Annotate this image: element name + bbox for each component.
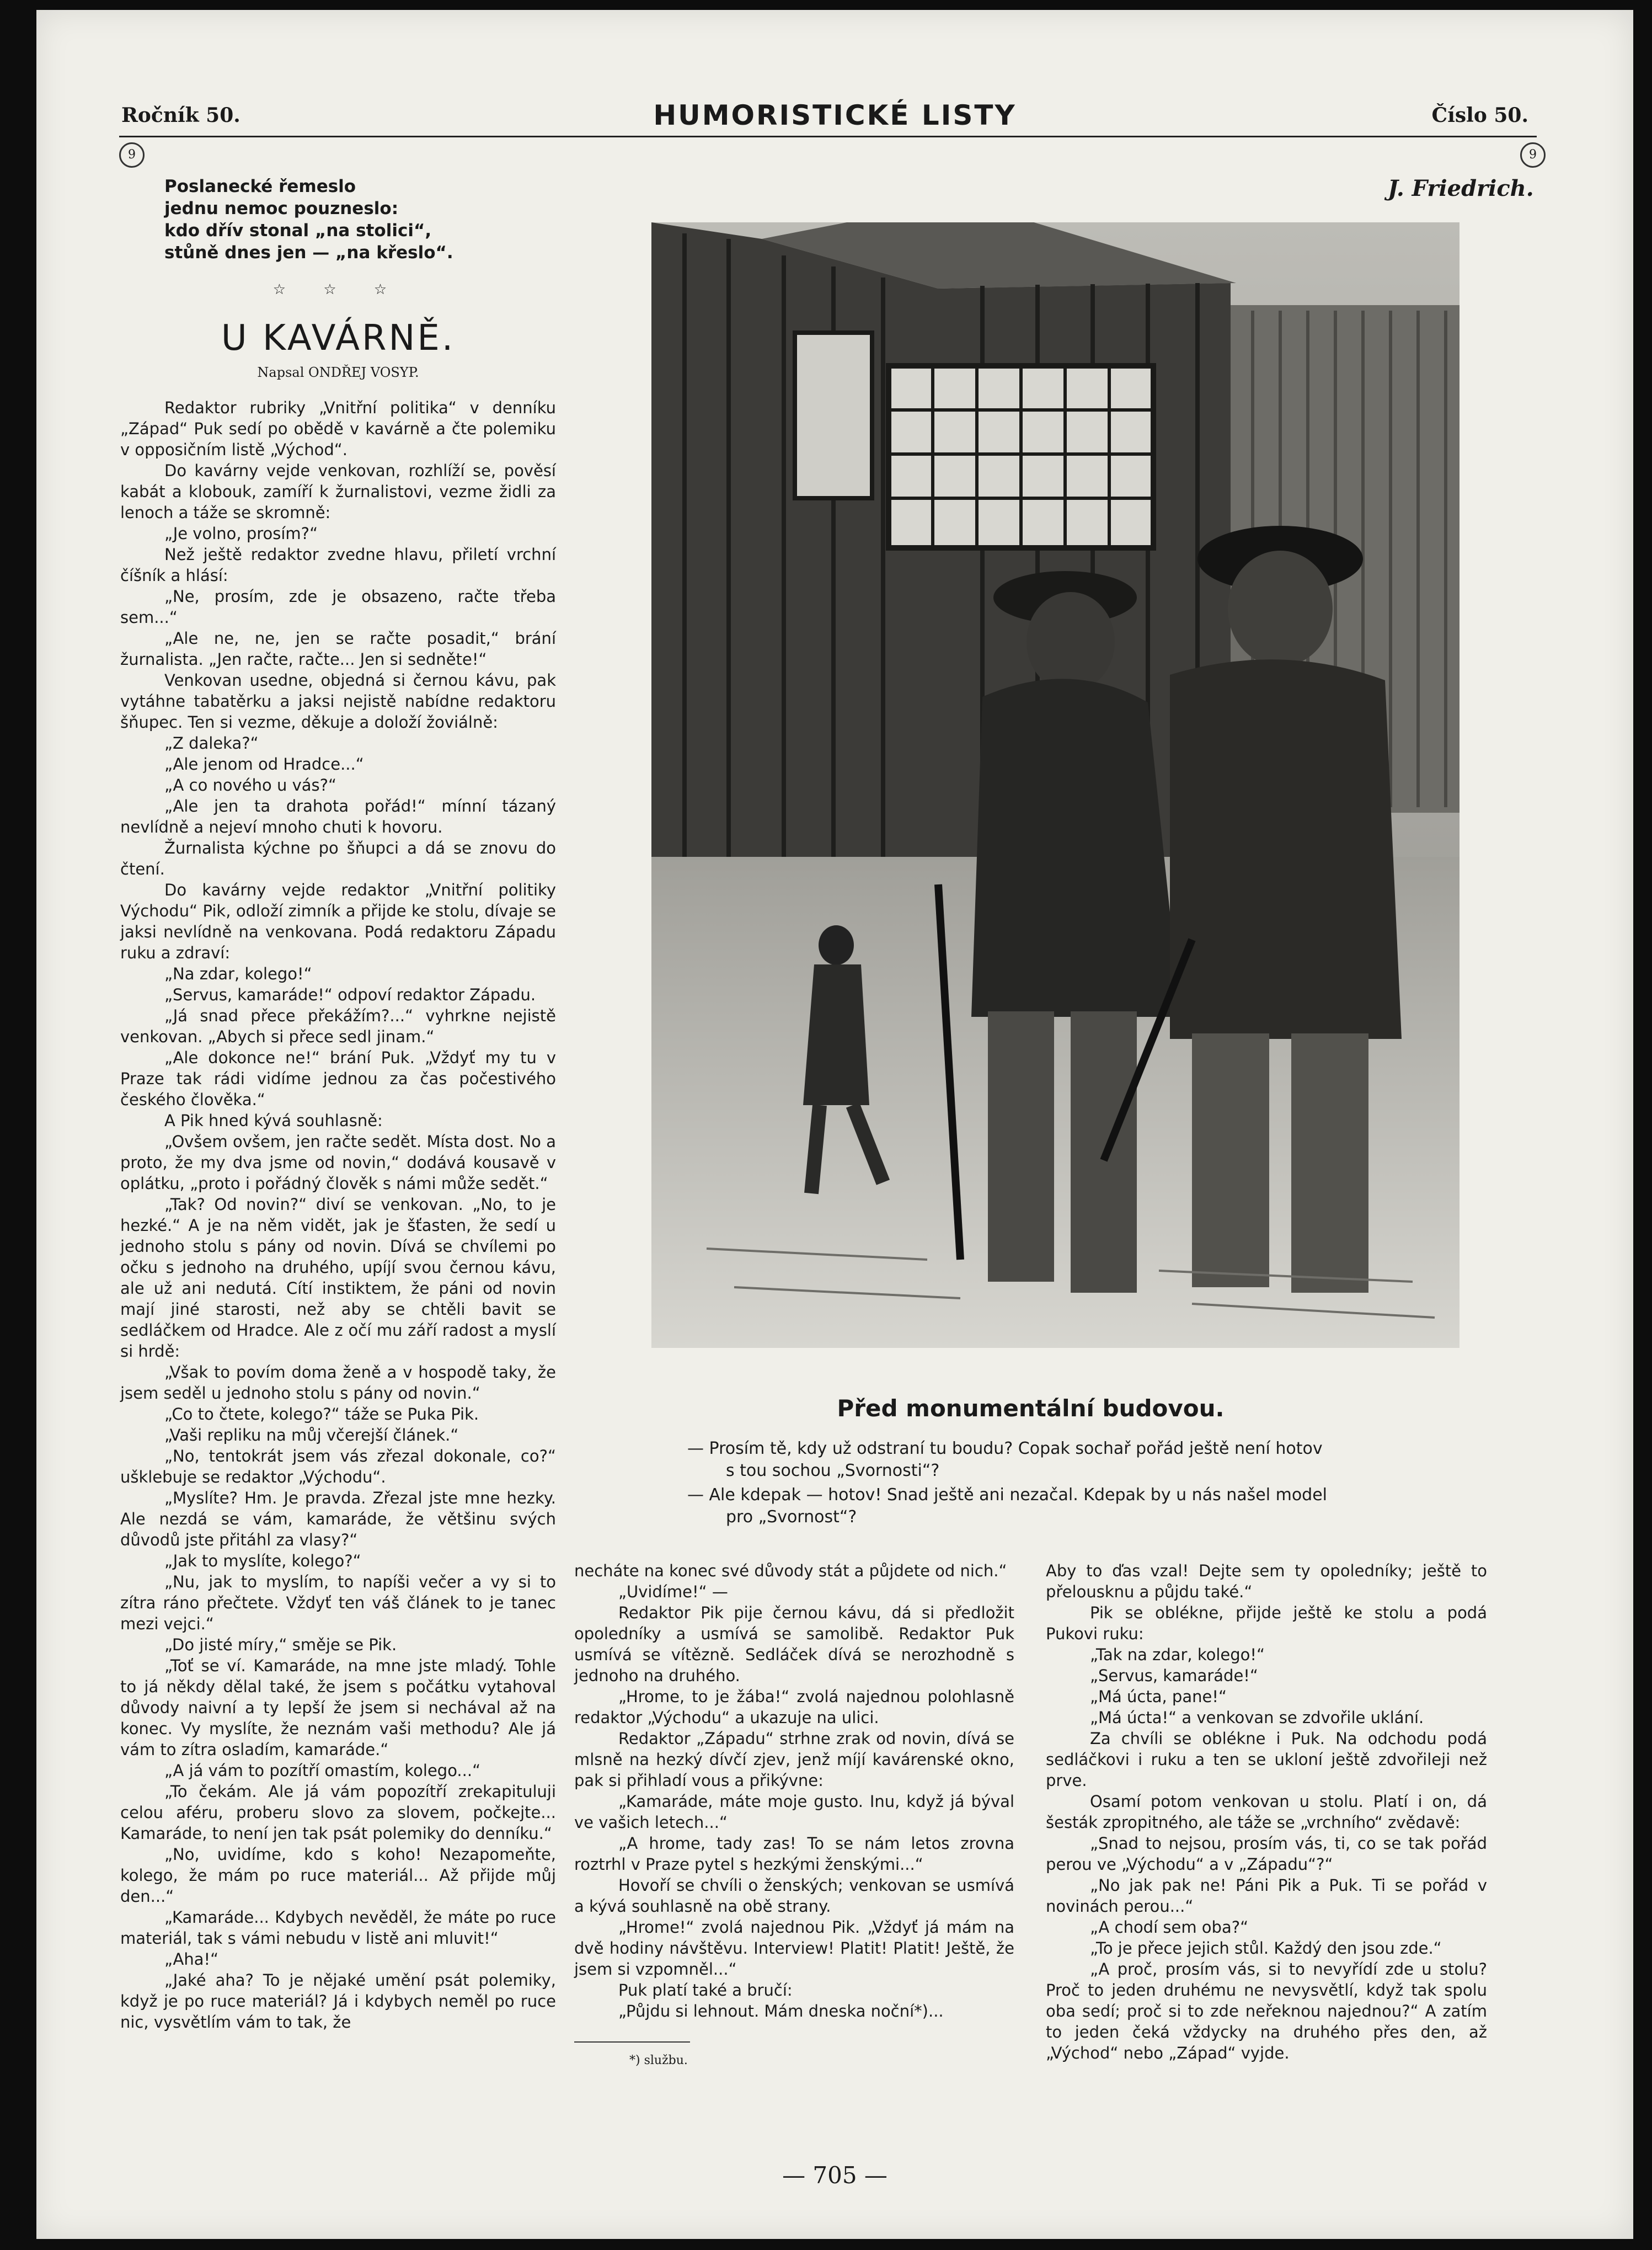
stars-divider: ☆ ☆ ☆: [272, 281, 404, 298]
paragraph: „To je přece jejich stůl. Každý den jsou zde.“: [1090, 1939, 1442, 1958]
right-man-head: [1228, 551, 1333, 667]
dialog-line: — Ale kdepak — hotov! Snad ještě ani nezačal. Kdepak by u nás našel model: [687, 1485, 1328, 1505]
left-column: [120, 175, 556, 2033]
footnote: *) službu.: [629, 2054, 688, 2067]
left-man-leg: [988, 1011, 1054, 1282]
paragraph: Osamí potom venkovan u stolu. Platí i on, dá šesták zpropitného, ale táže se „vrchního“ zvědavě:: [1046, 1792, 1487, 1832]
paragraph: „Má úcta, pane!“: [1090, 1687, 1227, 1706]
right-ornament-icon: 9: [1520, 142, 1546, 168]
side-window: [795, 333, 872, 498]
paragraph: „Je volno, prosím?“: [164, 524, 318, 543]
paragraph: „Má úcta!“ a venkovan se zdvořile uklání.: [1090, 1708, 1424, 1727]
paragraph: „Ne, prosím, zde je obsazeno, račte třeba sem...“: [120, 587, 556, 627]
paragraph: „Jaké aha? To je nějaké umění psát polemiky, když je po ruce materiál? Já i kdybych neměl po ruce nic, vysvětlím vám to tak, že: [120, 1971, 556, 2032]
paragraph: „Ale jen ta drahota pořád!“ mínní tázaný nevlídně a nejeví mnoho chuti k hovoru.: [120, 797, 556, 836]
right-man-leg: [1192, 1033, 1269, 1287]
paragraph: „No jak pak ne! Páni Pik a Puk. Ti se pořád v novinách perou...“: [1046, 1876, 1487, 1916]
paragraph: „Kamaráde, máte moje gusto. Inu, když já býval ve vašich letech...“: [574, 1792, 1014, 1832]
paragraph: Pik se oblékne, přijde ještě ke stolu a podá Pukovi ruku:: [1046, 1603, 1487, 1643]
paragraph: Redaktor Pik pije černou kávu, dá si předložit opoledníky a usmívá se samolibě. Redaktor Puk usmívá se vítězně. Sedláček dívá se nerozhodně s jednoho na druhého.: [574, 1603, 1014, 1685]
paragraph: „A hrome, tady zas! To se nám letos zrovna roztrhl v Praze pytel s hezkými ženskými...“: [574, 1834, 1014, 1874]
paragraph: „Servus, kamaráde!“: [1090, 1666, 1258, 1685]
paragraph: „A chodí sem oba?“: [1090, 1918, 1249, 1937]
story-author: Napsal ONDŘEJ VOSYP.: [257, 365, 419, 380]
artist-signature: J. Friedrich.: [1388, 175, 1534, 201]
paragraph: „Kamaráde... Kdybych nevěděl, že máte po ruce materiál, tak s vámi nebudu v listě ani mluvit!“: [120, 1908, 556, 1948]
paragraph: „Hrome!“ zvolá najednou Pik. „Vždyť já mám na dvě hodiny návštěvu. Interview! Platit! Platit! Ještě, že jsem si vzpomněl...“: [574, 1918, 1014, 1979]
dialog-line: — Prosím tě, kdy už odstraní tu boudu? Copak sochař pořád ještě není hotov: [687, 1439, 1323, 1458]
illustration: [651, 222, 1459, 1348]
paragraph: Žurnalista kýchne po šňupci a dá se znovu do čtení.: [120, 839, 556, 878]
paragraph: „Myslíte? Hm. Je pravda. Zřezal jste mne hezky. Ale nezdá se vám, kamaráde, že většinu svých důvodů jste přitáhl za vlasy?“: [120, 1489, 556, 1549]
distant-figure-leg: [811, 1105, 820, 1193]
distant-figure-body: [803, 964, 869, 1105]
paragraph: „Snad to nejsou, prosím vás, ti, co se tak pořád perou ve „Východu“ a v „Západu“?“: [1046, 1834, 1487, 1874]
right-column: [1046, 1560, 1487, 2064]
paragraph: „Aha!“: [164, 1950, 219, 1969]
paragraph: Do kavárny vejde venkovan, rozhlíží se, pověsí kabát a klobouk, zamíří k žurnalistovi, vezme židli za lenoch a táže se skromně:: [120, 461, 556, 522]
paragraph: „Ovšem ovšem, jen račte sedět. Místa dost. No a proto, že my dva jsme od novin,“ dodává kousavě v oplátku, „proto i pořádný člověk s námi může sedět.“: [120, 1132, 556, 1193]
caption-dialog-1: [687, 1438, 1471, 1482]
paragraph: Hovoří se chvíli o ženských; venkovan se usmívá a kývá souhlasně na obě strany.: [574, 1876, 1014, 1916]
paragraph: „Toť se ví. Kamaráde, na mne jste mladý. Tohle to já někdy dělal také, že jsem s počátku vytahoval důvody naivní a ty lepší že jsem si nechával až na konec. Vy myslíte, že neznám vaši methodu? Ale já vám to zítra osladím, kamaráde.“: [120, 1656, 556, 1759]
paragraph: Než ještě redaktor zvedne hlavu, přiletí vrchní číšník a hlásí:: [120, 545, 556, 585]
paragraph: „Uvidíme!“ —: [618, 1582, 728, 1601]
paragraph: Za chvíli se oblékne i Puk. Na odchodu podá sedláčkovi i ruku a ten se ukloní ještě zdvořileji než prve.: [1046, 1729, 1487, 1790]
paragraph: „Z daleka?“: [164, 734, 259, 753]
paragraph: Redaktor rubriky „Vnitřní politika“ v denníku „Západ“ Puk sedí po obědě v kavárně a čte polemiku v opposičním listě „Východ“.: [120, 398, 556, 459]
dialog-line-continued: pro „Svornost“?: [726, 1507, 857, 1527]
left-ornament-icon: 9: [119, 142, 145, 168]
paragraph: „Vaši repliku na můj včerejší článek.“: [164, 1426, 459, 1444]
dialog-line-continued: s tou sochou „Svornosti“?: [726, 1461, 940, 1480]
poem-line: kdo dřív stonal „na stolici“,: [164, 221, 432, 241]
paragraph: „A já vám to pozítří omastím, kolego...“: [164, 1761, 481, 1780]
magazine-title: HUMORISTICKÉ LISTY: [653, 99, 1017, 131]
left-man-head: [1027, 592, 1115, 691]
illustration-drawing: [651, 222, 1459, 1348]
paragraph: „Ale ne, ne, jen se račte posadit,“ brání žurnalista. „Jen račte, račte... Jen si sedněte!“: [120, 629, 556, 669]
right-man-coat: [1170, 659, 1402, 1039]
paragraph: „Co to čtete, kolego?“ táže se Puka Pik.: [164, 1405, 479, 1423]
paragraph: „Tak na zdar, kolego!“: [1090, 1645, 1265, 1664]
paragraph: necháte na konec své důvody stát a půjdete od nich.“: [574, 1561, 1007, 1580]
paragraph: „Servus, kamaráde!“ odpoví redaktor Západu.: [164, 985, 536, 1004]
caption-dialog-2: [687, 1484, 1471, 1528]
paragraph: „Tak? Od novin?“ diví se venkovan. „No, to je hezké.“ A je na něm vidět, jak je šťasten, že sedí u jednoho stolu s pány od novin. Dívá se chvílemi po očku s jednoho na druhého, upíjí svou černou kávu, ale už ani nedutá. Cítí instiktem, že páni od novin mají jiné starosti, než aby se chtěli bavit se sedláčkem od Hradce. Ale z očí mu září radost a myslí si hrdě:: [120, 1195, 556, 1361]
illustration-caption: Před monumentální budovou.: [837, 1395, 1225, 1422]
paragraph: „No, tentokrát jsem vás zřezal dokonale, co?“ ušklebuje se redaktor „Východu“.: [120, 1447, 556, 1486]
paragraph: „A co nového u vás?“: [164, 776, 337, 795]
middle-column: [574, 1560, 1014, 2071]
paragraph: „To čekám. Ale já vám popozítří zrekapituluji celou aféru, proberu slovo za slovem, počkejte... Kamaráde, to není jen tak psát polemiky do denníku.“: [120, 1782, 556, 1843]
poem-line: stůně dnes jen — „na křeslo“.: [164, 243, 453, 263]
paragraph: A Pik hned kývá souhlasně:: [164, 1111, 383, 1130]
paragraph: „Však to povím doma ženě a v hospodě taky, že jsem seděl u jednoho stolu s pány od novin.“: [120, 1363, 556, 1403]
paragraph: „Ale dokonce ne!“ brání Puk. „Vždyť my tu v Praze tak rádi vidíme jednou za čas počestivého českého člověka.“: [120, 1048, 556, 1109]
paragraph: „No, uvidíme, kdo s koho! Nezapomeňte, kolego, že mám po ruce materiál... Až přijde můj den...“: [120, 1845, 556, 1906]
paragraph: „Na zdar, kolego!“: [164, 964, 312, 983]
story-title: U KAVÁRNĚ.: [221, 318, 456, 359]
left-man-coat: [971, 679, 1181, 1017]
issue-label: Číslo 50.: [1431, 104, 1528, 127]
right-man-leg: [1291, 1033, 1368, 1293]
footnote-rule: [574, 2041, 690, 2043]
poem-line: jednu nemoc pouzneslo:: [164, 199, 399, 218]
paragraph: „Ale jenom od Hradce...“: [164, 755, 364, 774]
poem-title: Poslanecké řemeslo: [164, 177, 356, 196]
paragraph: „Půjdu si lehnout. Mám dneska noční*)...: [618, 2002, 944, 2020]
volume-label: Ročník 50.: [121, 104, 240, 127]
page-number: — 705 —: [782, 2162, 888, 2189]
distant-figure-head: [819, 925, 854, 965]
poem: [164, 175, 556, 264]
paragraph: Aby to ďas vzal! Dejte sem ty opoledníky; ještě to přelousknu a půjdu také.“: [1046, 1561, 1487, 1601]
paragraph: Puk platí také a bručí:: [618, 1981, 793, 2000]
magazine-page: [36, 10, 1633, 2239]
paragraph: Do kavárny vejde redaktor „Vnitřní politiky Východu“ Pik, odloží zimník a přijde ke stolu, dívaje se jaksi nevlídně na venkovana. Podá redaktoru Západu ruku a zdraví:: [120, 881, 556, 962]
paragraph: „A proč, prosím vás, si to nevyřídí zde u stolu? Proč to jeden druhému ne nevysvětlí, když tak spolu oba sedí; proč si to zde neřeknou najednou?“ A zatím to jeden čeká vždycky na druhého přes den, až „Východ“ nebo „Západ“ vyjde.: [1046, 1960, 1487, 2062]
paragraph: Redaktor „Západu“ strhne zrak od novin, dívá se mlsně na hezký dívčí zjev, jenž míjí kavárenské okno, pak si přihladí vous a přikývne:: [574, 1729, 1014, 1790]
paragraph: „Jak to myslíte, kolego?“: [164, 1551, 361, 1570]
story-text-col1: [120, 397, 556, 2033]
paragraph: „Hrome, to je žába!“ zvolá najednou polohlasně redaktor „Východu“ a ukazuje na ulici.: [574, 1687, 1014, 1727]
paragraph: „Já snad přece překážím?...“ vyhrkne nejistě venkovan. „Abych si přece sedl jinam.“: [120, 1006, 556, 1046]
paragraph: Venkovan usedne, objedná si černou kávu, pak vytáhne tabatěrku a jaksi nejistě nabídne redaktoru šňupec. Ten si vezme, děkuje a doloží žoviálně:: [120, 671, 556, 732]
header-rule: [119, 136, 1537, 137]
paragraph: „Nu, jak to myslím, to napíši večer a vy si to zítra ráno přečtete. Vždyť ten váš článek to je tanec mezi vejci.“: [120, 1572, 556, 1633]
paragraph: „Do jisté míry,“ směje se Pik.: [164, 1635, 397, 1654]
